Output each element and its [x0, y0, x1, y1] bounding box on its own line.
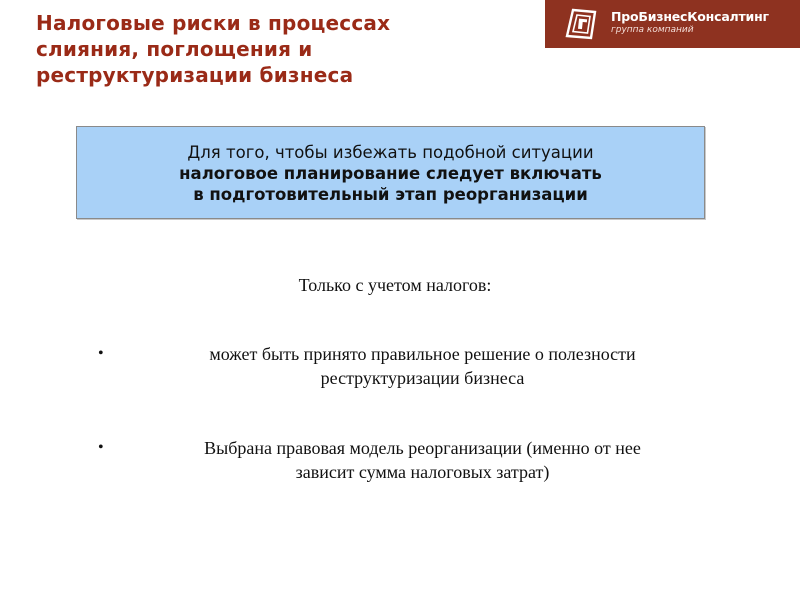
page-title-line: Налоговые риски в процессах: [36, 11, 391, 35]
callout-box: [76, 126, 705, 219]
list-item-line: может быть принято правильное решение о полезности: [209, 344, 636, 364]
list-item-line: реструктуризации бизнеса: [320, 368, 525, 388]
page-title: [36, 10, 456, 88]
page-title-line: слияния, поглощения и: [36, 37, 313, 61]
callout-line-bold: налоговое планирование следует включать: [179, 164, 602, 183]
page-title-line: реструктуризации бизнеса: [36, 63, 354, 87]
list-item-text: [140, 436, 705, 484]
company-logo-mark-icon: [564, 8, 598, 40]
company-name: ПроБизнесКонсалтинг: [611, 9, 769, 24]
callout-line: Для того, чтобы избежать подобной ситуации: [187, 143, 594, 162]
company-subtitle: группа компаний: [611, 25, 694, 35]
list-item-line: Выбрана правовая модель реорганизации (именно от нее: [204, 438, 641, 458]
bullet-icon: •: [98, 345, 104, 362]
company-logo: [545, 0, 800, 48]
callout-line-bold: в подготовительный этап реорганизации: [193, 185, 588, 204]
bullet-icon: •: [98, 439, 104, 456]
list-item-line: зависит сумма налоговых затрат): [295, 462, 550, 482]
list-item-text: [140, 342, 705, 390]
intro-text: Только с учетом налогов:: [298, 275, 492, 295]
